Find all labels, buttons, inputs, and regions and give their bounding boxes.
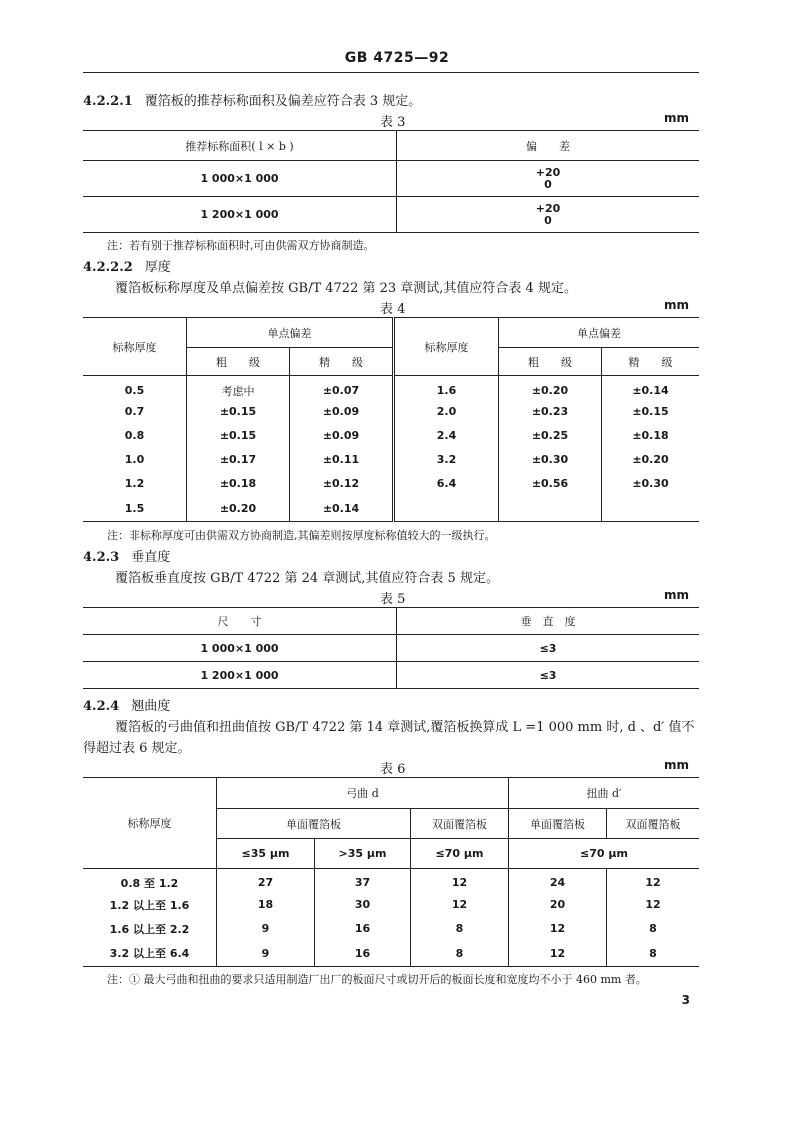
table-cell: 37 — [315, 869, 411, 893]
table-6-header-thickness: 标称厚度 — [83, 778, 217, 869]
table-cell: 12 — [509, 917, 607, 941]
table-row — [83, 662, 699, 689]
table-cell: 1.2 — [124, 477, 145, 490]
table-row — [83, 893, 699, 917]
table-cell: 30 — [315, 893, 411, 917]
table-cell: 9 — [217, 941, 315, 967]
table-6 — [83, 777, 699, 967]
table-cell: ±0.23 — [499, 400, 602, 424]
table-cell: ±0.17 — [187, 448, 290, 472]
table-cell: 1.6 以上至 2.2 — [109, 922, 190, 936]
section-paragraph: 覆箔板的弓曲值和扭曲值按 GB/T 4722 第 14 章测试,覆箔板换算成 L =1 000 mm 时, d 、d′ 值不 — [115, 720, 695, 735]
section-paragraph: 覆箔板标称厚度及单点偏差按 GB/T 4722 第 23 章测试,其值应符合表 4 规定。 — [115, 281, 577, 296]
table-cell: ±0.20 — [499, 376, 602, 400]
table-cell: 1 200×1 000 — [200, 208, 279, 221]
table-row — [83, 869, 699, 893]
table-6-header-single: 单面覆箔板 — [217, 809, 411, 839]
table-6-note: 注：① 最大弓曲和扭曲的要求只适用制造厂出厂的板面尺寸或切开后的板面长度和宽度均不小于 460 mm 者。 — [107, 973, 647, 986]
table-cell: 18 — [217, 893, 315, 917]
deviation-upper: +20 — [535, 165, 561, 179]
table-cell: 1.2 以上至 1.6 — [109, 898, 190, 912]
table-cell: 16 — [315, 941, 411, 967]
table-cell: 8 — [607, 917, 700, 941]
table-cell: ±0.30 — [499, 448, 602, 472]
section-4-2-3 — [83, 546, 170, 565]
table-4-header-thickness: 标称厚度 — [83, 318, 187, 376]
table-cell: 2.4 — [394, 424, 499, 448]
table-row — [83, 400, 699, 424]
document-header: GB 4725—92 — [344, 50, 450, 66]
table-cell: 24 — [509, 869, 607, 893]
table-4-header-thickness: 标称厚度 — [394, 318, 499, 376]
table-3-header-area: 推荐标称面积( l × b ) — [185, 139, 294, 153]
table-cell: ±0.15 — [602, 400, 700, 424]
table-row — [83, 496, 699, 522]
deviation-lower: 0 — [544, 177, 552, 191]
table-6-header-le70: ≤70 μm — [509, 839, 700, 869]
table-cell: ±0.15 — [187, 424, 290, 448]
table-row — [83, 472, 699, 496]
table-5-header-size: 尺 寸 — [217, 615, 262, 628]
table-row — [83, 941, 699, 967]
table-6-caption: 表 6 — [380, 762, 406, 777]
table-cell: 6.4 — [394, 472, 499, 496]
table-3-caption: 表 3 — [380, 115, 406, 130]
section-paragraph: 覆箔板垂直度按 GB/T 4722 第 24 章测试,其值应符合表 5 规定。 — [115, 571, 499, 586]
table-cell: 1 000×1 000 — [200, 172, 279, 185]
table-cell: 27 — [217, 869, 315, 893]
table-4-header-deviation: 单点偏差 — [187, 318, 394, 348]
table-cell — [394, 496, 499, 522]
table-5-unit: mm — [664, 588, 690, 602]
table-row — [83, 424, 699, 448]
section-title: 厚度 — [144, 260, 171, 275]
table-cell: ±0.18 — [602, 424, 700, 448]
table-row — [83, 161, 699, 197]
table-3-note: 注：若有别于推荐标称面积时,可由供需双方协商制造。 — [107, 239, 375, 252]
table-5-header-perpendicularity: 垂 直 度 — [397, 608, 700, 635]
section-text: 覆箔板的推荐标称面积及偏差应符合表 3 规定。 — [144, 94, 422, 109]
table-cell: 8 — [411, 941, 509, 967]
table-6-header-double: 双面覆箔板 — [607, 809, 700, 839]
table-cell: 2.0 — [394, 400, 499, 424]
table-row — [83, 376, 699, 400]
table-cell: ±0.07 — [290, 376, 394, 400]
table-6-header-le35: ≤35 μm — [217, 839, 315, 869]
table-cell: ±0.09 — [290, 400, 394, 424]
table-cell: ±0.12 — [290, 472, 394, 496]
table-6-header-double: 双面覆箔板 — [411, 809, 509, 839]
table-cell: 16 — [315, 917, 411, 941]
table-cell: 3.2 — [394, 448, 499, 472]
table-cell: ±0.56 — [499, 472, 602, 496]
table-cell: 1 000×1 000 — [200, 641, 279, 655]
deviation-lower: 0 — [544, 213, 552, 227]
section-number: 4.2.2.2 — [83, 260, 133, 275]
table-5-caption: 表 5 — [380, 592, 406, 607]
section-title: 翘曲度 — [131, 699, 171, 714]
table-4-header-fine: 精 级 — [290, 348, 394, 376]
table-3-header-deviation: 偏 差 — [397, 131, 700, 161]
section-number: 4.2.4 — [83, 699, 120, 714]
table-cell: 12 — [607, 869, 700, 893]
table-row — [83, 197, 699, 233]
table-cell: ±0.25 — [499, 424, 602, 448]
table-cell: ±0.09 — [290, 424, 394, 448]
table-4-header-coarse: 粗 级 — [187, 348, 290, 376]
table-6-header-bow: 弓曲 d — [217, 778, 509, 809]
section-4-2-2-2 — [83, 256, 171, 275]
table-cell: 1 200×1 000 — [200, 668, 279, 682]
table-6-header-le70: ≤70 μm — [411, 839, 509, 869]
table-cell: ±0.11 — [290, 448, 394, 472]
table-cell: ±0.15 — [187, 400, 290, 424]
table-cell: 1.6 — [394, 376, 499, 400]
table-4-note: 注：非标称厚度可由供需双方协商制造,其偏差则按厚度标称值较大的一级执行。 — [107, 529, 496, 542]
section-number: 4.2.2.1 — [83, 94, 133, 109]
table-cell: 8 — [607, 941, 700, 967]
table-cell — [499, 496, 602, 522]
table-6-unit: mm — [664, 758, 690, 772]
table-cell: 1.5 — [124, 501, 145, 515]
table-cell: 0.8 — [124, 429, 145, 442]
table-cell: ±0.20 — [187, 496, 290, 522]
table-cell: ±0.30 — [602, 472, 700, 496]
table-cell: 8 — [411, 917, 509, 941]
table-cell: 3.2 以上至 6.4 — [109, 947, 190, 961]
table-cell: 9 — [217, 917, 315, 941]
section-4-2-2-1 — [83, 90, 421, 109]
section-4-2-4 — [83, 695, 170, 714]
table-4-header-deviation: 单点偏差 — [499, 318, 700, 348]
table-cell — [602, 496, 700, 522]
table-4-unit: mm — [664, 298, 690, 312]
table-4-header-fine: 精 级 — [602, 348, 700, 376]
page-number: 3 — [681, 993, 690, 1007]
table-cell: ±0.20 — [602, 448, 700, 472]
table-cell: 20 — [509, 893, 607, 917]
table-cell: 1.0 — [124, 453, 145, 466]
table-row — [83, 448, 699, 472]
table-cell: ±0.14 — [602, 376, 700, 400]
table-6-header-gt35: >35 μm — [315, 839, 411, 869]
table-4-header-coarse: 粗 级 — [499, 348, 602, 376]
table-cell: ±0.18 — [187, 472, 290, 496]
table-cell: ±0.14 — [290, 496, 394, 522]
table-4-caption: 表 4 — [380, 302, 406, 317]
table-cell: 0.7 — [124, 405, 145, 418]
table-row — [83, 917, 699, 941]
table-cell: ≤3 — [397, 662, 700, 689]
table-6-header-single: 单面覆箔板 — [509, 809, 607, 839]
section-title: 垂直度 — [131, 550, 171, 565]
table-6-header-twist: 扭曲 d′ — [509, 778, 700, 809]
section-number: 4.2.3 — [83, 550, 120, 565]
table-cell: 考虑中 — [187, 376, 290, 400]
table-5 — [83, 607, 699, 689]
table-3-unit: mm — [664, 111, 690, 125]
table-cell: 0.5 — [124, 384, 145, 398]
table-4 — [83, 317, 699, 522]
section-paragraph-cont: 得超过表 6 规定。 — [83, 741, 191, 756]
table-cell: 12 — [607, 893, 700, 917]
table-cell: 0.8 至 1.2 — [120, 876, 179, 890]
table-cell: 12 — [411, 893, 509, 917]
header-rule — [83, 72, 699, 73]
table-row — [83, 635, 699, 662]
table-cell: 12 — [509, 941, 607, 967]
deviation-upper: +20 — [535, 201, 561, 215]
table-3 — [83, 130, 699, 233]
table-cell: ≤3 — [397, 635, 700, 662]
table-cell: 12 — [411, 869, 509, 893]
